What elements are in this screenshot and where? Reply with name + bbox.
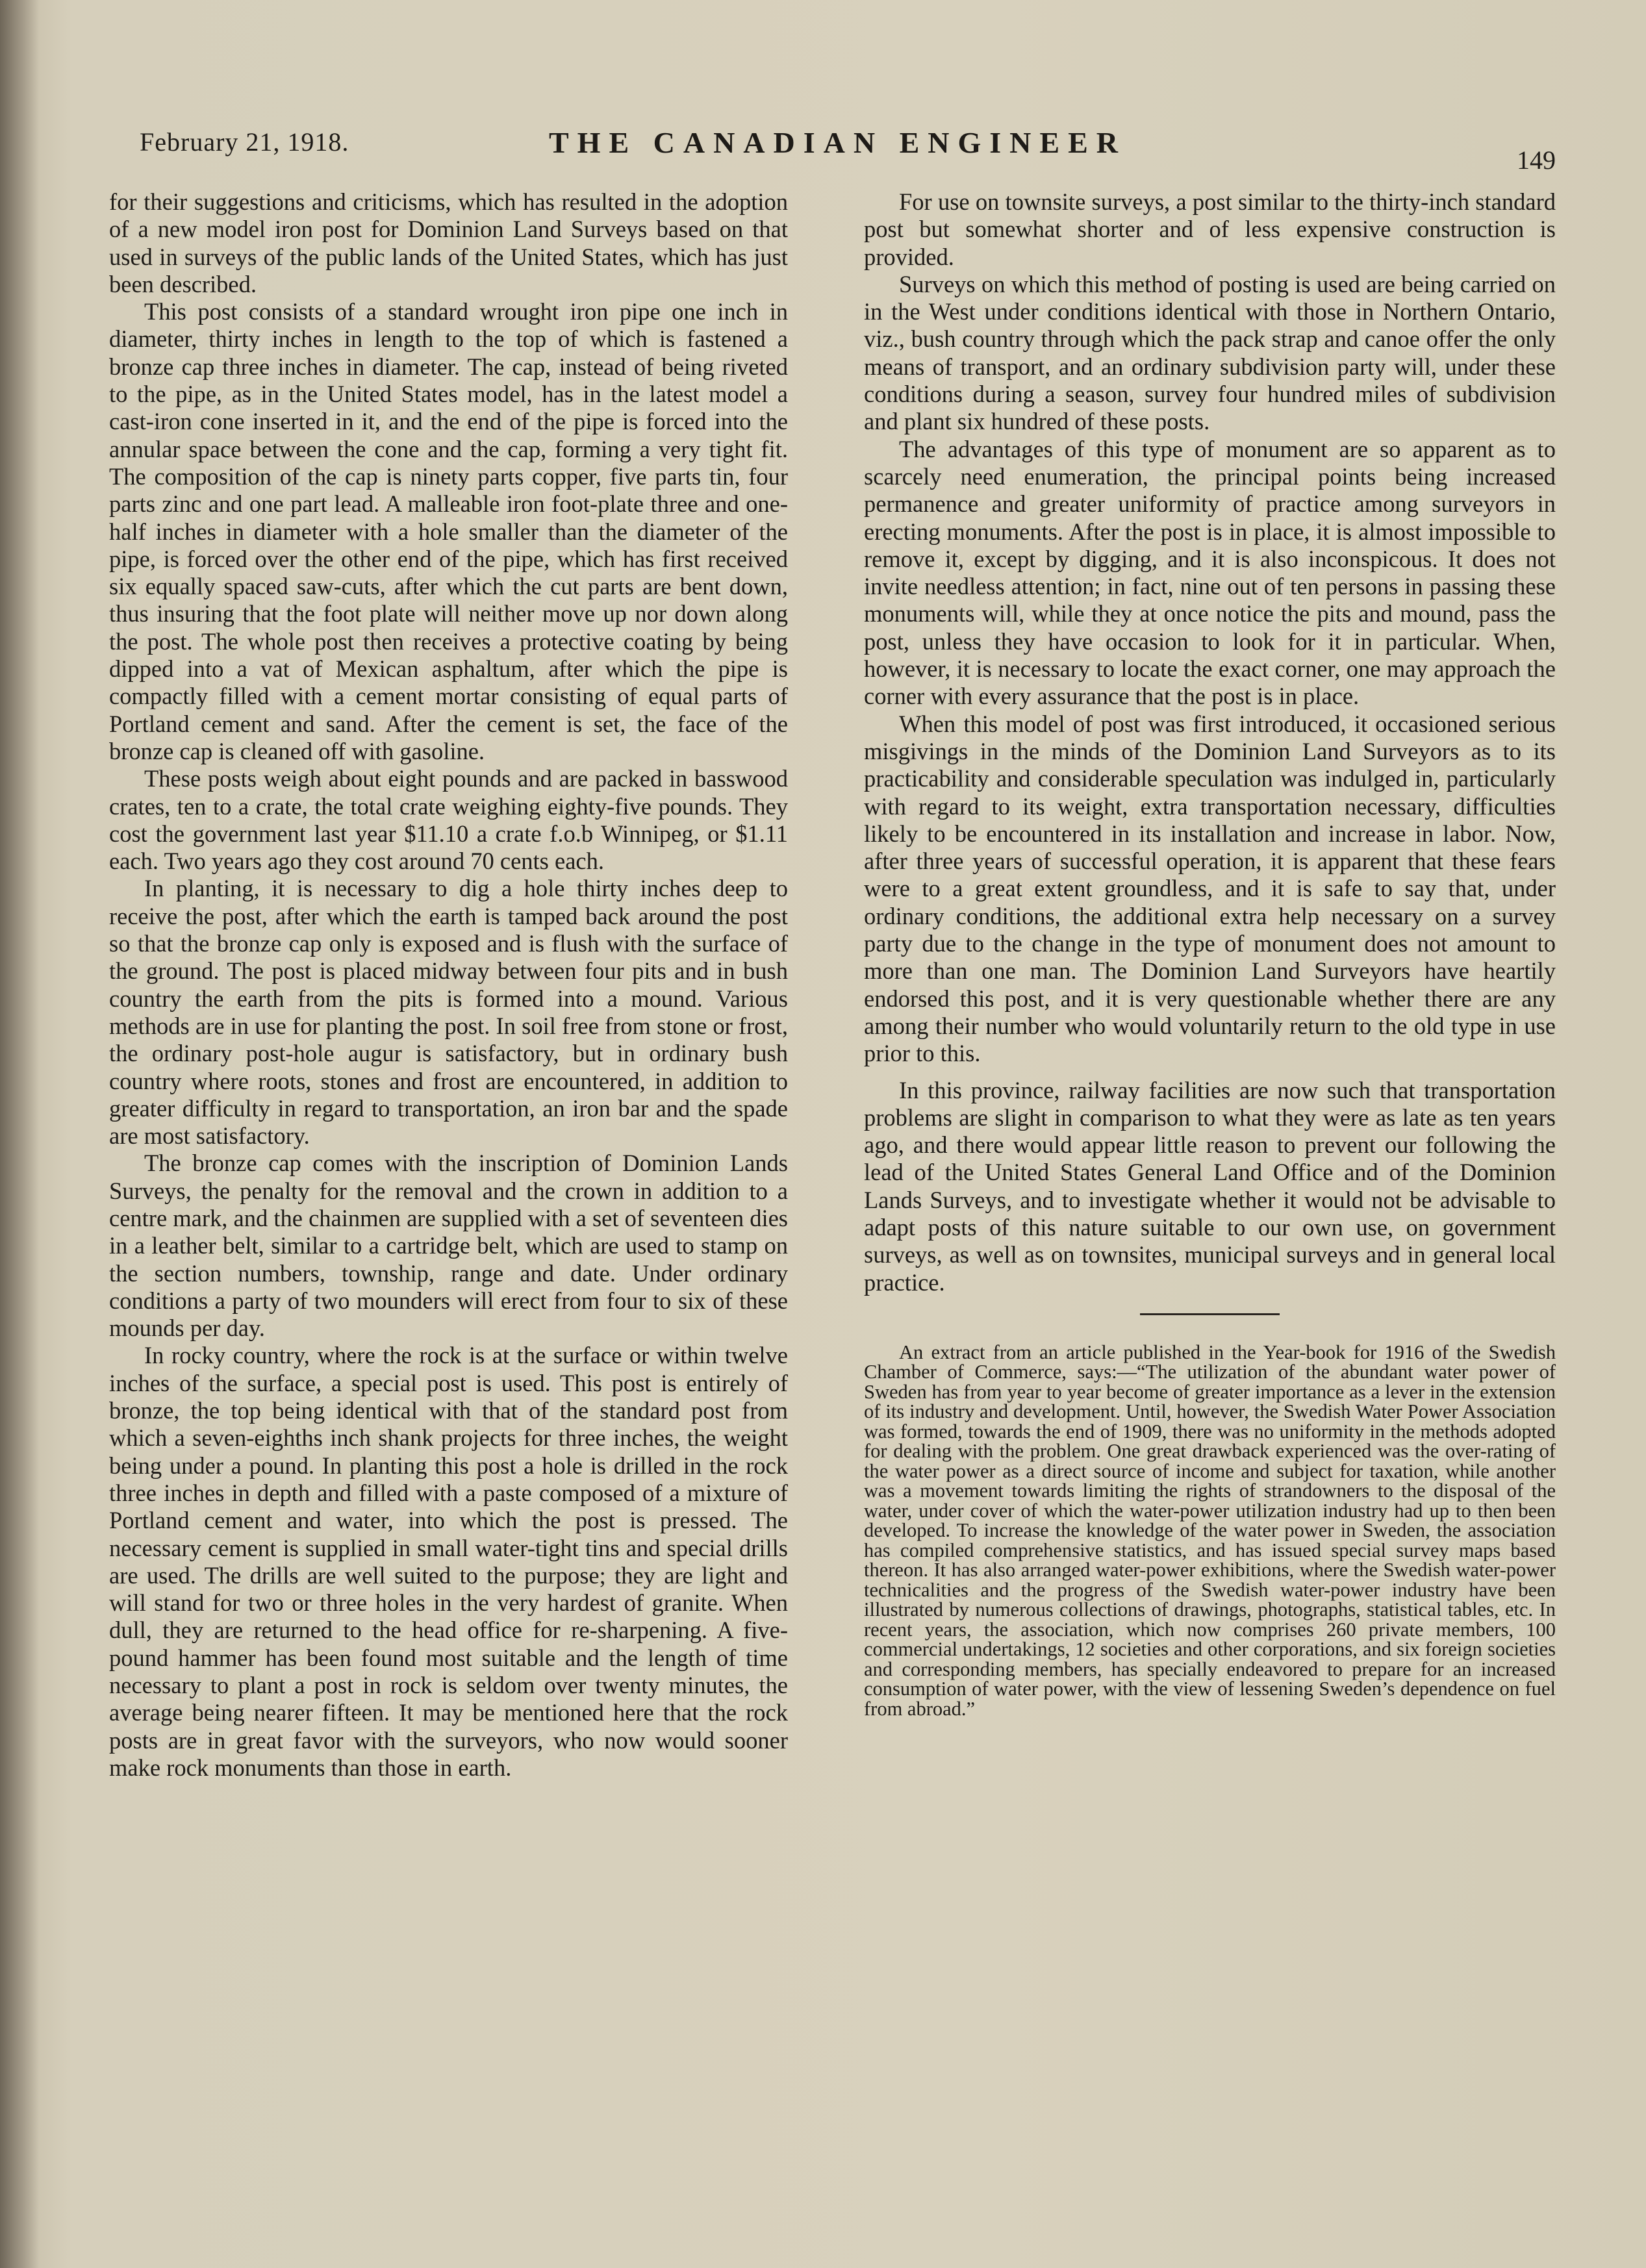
section-divider — [1140, 1313, 1280, 1315]
right-paragraph-3: The advantages of this type of monument are so apparent as to scarcely need enumeration, the principal points being increased permanence and greater uniformity of practice among surveyors in erecting monuments. After the post is in place, it is almost impossible to remove it, except by digging, and it is also inconspicous. It does not invite needless attention; in fact, nine out of ten persons in passing these monuments will, while they at once notice the pits and mound, pass the post, unless they have occasion to look for it in particular. When, however, it is necessary to locate the exact corner, one may approach the corner with every assurance that the post is in place. — [864, 435, 1556, 710]
right-paragraph-5: In this province, railway facilities are now such that transportation problems are slight in comparison to what they were as late as ten years ago, and there would appear little reason to prevent our following the lead of the United States General Land Office and of the Dominion Lands Surveys, and to investigate whether it would not be advisable to adapt posts of this nature suitable to our own use, on government surveys, as well as on townsites, municipal surveys and in general local practice. — [864, 1076, 1556, 1296]
left-paragraph-6: In rocky country, where the rock is at the surface or within twelve inches of the surface, a special post is used. This post is entirely of bronze, the top being identical with that of the standard post from which a seven-eighths inch shank projects for three inches, the weight being under a pound. In planting this post a hole is drilled in the rock three inches in depth and filled with a paste composed of a mixture of Portland cement and water, into which the post is pressed. The necessary cement is supplied in small water-tight tins and special drills are used. The drills are well suited to the purpose; they are light and will stand for two or three holes in the very hardest of granite. When dull, they are returned to the head office for re-sharpening. A five-pound hammer has been found most suitable and the length of time necessary to plant a post in rock is seldom over twenty minutes, the average being nearer fifteen. It may be mentioned here that the rock posts are in great favor with the surveyors, who now would sooner make rock monuments than those in earth. — [109, 1342, 788, 1781]
left-paragraph-5: The bronze cap comes with the inscription of Dominion Lands Surveys, the penalty for the removal and the crown in addition to a centre mark, and the chainmen are supplied with a set of seventeen dies in a leather belt, similar to a cartridge belt, which are used to stamp on the section numbers, township, range and date. Under ordinary conditions a party of two mounders will erect from four to six of these mounds per day. — [109, 1150, 788, 1342]
paragraph-gap — [864, 1068, 1556, 1077]
page-binding-shadow — [0, 0, 39, 2268]
right-paragraph-2: Surveys on which this method of posting is used are being carried on in the West under conditions identical with those in Northern Ontario, viz., bush country through which the pack strap and canoe offer the only means of transport, and an ordinary subdivision party will, under these conditions during a season, survey four hundred miles of subdivision and plant six hundred of these posts. — [864, 270, 1556, 435]
right-paragraph-1: For use on townsite surveys, a post similar to the thirty-inch standard post but somewhat shorter and of less expensive construction is provided. — [864, 188, 1556, 270]
left-paragraph-3: These posts weigh about eight pounds and are packed in basswood crates, ten to a crate, the total crate weighing eighty-five pounds. They cost the government last year $11.10 a crate f.o.b Winnipeg, or $1.11 each. Two years ago they cost around 70 cents each. — [109, 765, 788, 875]
page-number: 149 — [1517, 145, 1556, 175]
swedish-extract — [864, 1342, 1556, 1719]
header-date: February 21, 1918. — [140, 127, 349, 157]
left-column — [109, 188, 788, 1782]
journal-title: THE CANADIAN ENGINEER — [549, 126, 1126, 159]
right-column — [864, 188, 1556, 1719]
left-paragraph-4: In planting, it is necessary to dig a hole thirty inches deep to receive the post, after which the earth is tamped back around the post so that the bronze cap only is exposed and is flush with the surface of the ground. The post is placed midway between four pits and in bush country the earth from the pits is formed into a mound. Various methods are in use for planting the post. In soil free from stone or frost, the ordinary post-hole augur is satisfactory, but in ordinary bush country where roots, stones and frost are encountered, in addition to greater difficulty in regard to transportation, an iron bar and the spade are most satisfactory. — [109, 875, 788, 1150]
left-paragraph-1: for their suggestions and criticisms, which has resulted in the adoption of a new model iron post for Dominion Land Surveys based on that used in surveys of the public lands of the United States, which has just been described. — [109, 188, 788, 297]
running-header — [140, 120, 1556, 179]
left-paragraph-2: This post consists of a standard wrought iron pipe one inch in diameter, thirty inches in length to the top of which is fastened a bronze cap three inches in diameter. The cap, instead of being riveted to the pipe, as in the United States model, has in the latest model a cast-iron cone inserted in it, and the end of the pipe is forced into the annular space between the cone and the cap, forming a very tight fit. The composition of the cap is ninety parts copper, five parts tin, four parts zinc and one part lead. A malleable iron foot-plate three and one-half inches in diameter with a hole smaller than the diameter of the pipe, is forced over the other end of the pipe, which has first received six equally spaced saw-cuts, after which the cut parts are bent down, thus insuring that the foot plate will neither move up nor down along the post. The whole post then receives a protective coating by being dipped into a vat of Mexican asphaltum, after which the pipe is compactly filled with a cement mortar consisting of equal parts of Portland cement and sand. After the cement is set, the face of the bronze cap is cleaned off with gasoline. — [109, 298, 788, 764]
right-paragraph-4: When this model of post was first introduced, it occasioned serious misgivings in the minds of the Dominion Land Surveyors as to its practicability and considerable speculation was indulged in, particularly with regard to its weight, extra transportation necessary, difficulties likely to be encountered in its installation and increase in labor. Now, after three years of successful operation, it is apparent that these fears were to a great extent groundless, and it is safe to say that, under ordinary conditions, the additional extra help necessary on a survey party due to the change in the type of monument does not amount to more than one man. The Dominion Land Surveyors have heartily endorsed this post, and it is very questionable whether there are any among their number who would voluntarily return to the old type in use prior to this. — [864, 710, 1556, 1067]
extract-paragraph: An extract from an article published in the Year-book for 1916 of the Swedish Chamber of Commerce, says:—“The utilization of the abundant water power of Sweden has from year to year become of greater importance as a lever in the extension of its industry and development. Until, however, the Swedish Water Power Association was formed, towards the end of 1909, there was no uniformity in the methods adopted for dealing with the problem. One great drawback experienced was the over-rating of the water power as a direct source of income and subject for taxation, while another was a movement towards limiting the rights of strandowners to the disposal of the water, under cover of which the water-power utilization industry had up to then been developed. To increase the knowledge of the water power in Sweden, the association has compiled comprehensive statistics, and has issued special survey maps based thereon. It has also arranged water-power exhibitions, where the Swedish water-power technicalities and the progress of the Swedish water-power industry have been illustrated by numerous collections of drawings, photographs, statistical tables, etc. In recent years, the association, which now comprises 260 private members, 100 commercial undertakings, 12 societies and other corporations, and six foreign societies and corresponding members, has specially endeavored to prepare for an increased consumption of water power, with the view of lessening Sweden’s dependence on fuel from abroad.” — [864, 1341, 1556, 1720]
